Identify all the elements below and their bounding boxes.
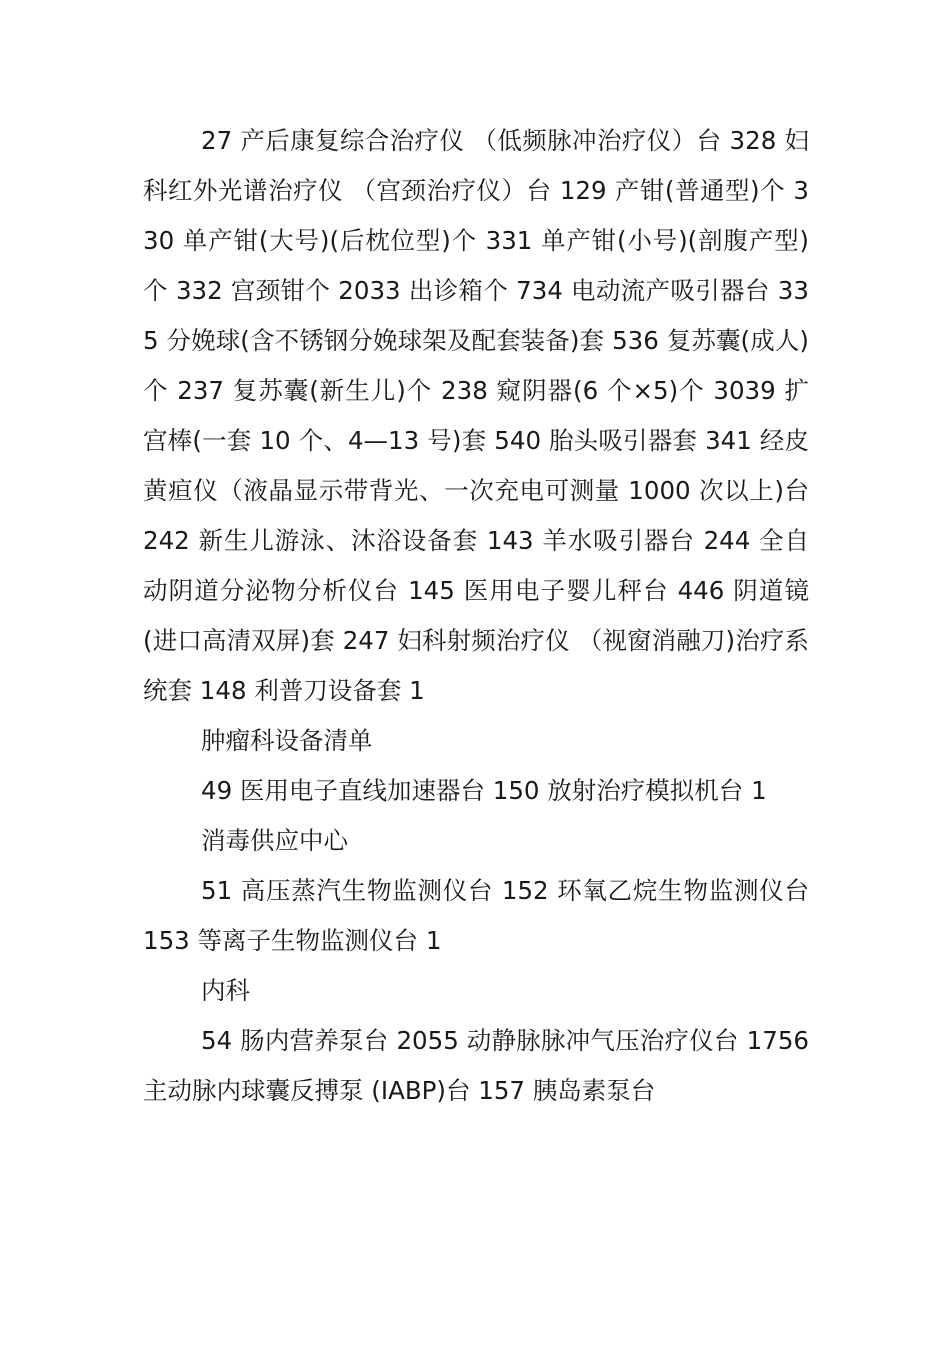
internal-medicine-equipment-paragraph: 54 肠内营养泵台 2055 动静脉脉冲气压治疗仪台 1756 主动脉内球囊反搏泵 (IABP)台 157 胰岛素泵台 <box>143 1026 809 1105</box>
document-body <box>143 116 809 1116</box>
section-heading-sterilization: 消毒供应中心 <box>201 826 348 855</box>
section-heading-oncology: 肿瘤科设备清单 <box>201 726 373 755</box>
oncology-equipment-paragraph: 49 医用电子直线加速器台 150 放射治疗模拟机台 1 <box>201 776 767 805</box>
equipment-list-paragraph: 27 产后康复综合治疗仪 （低频脉冲治疗仪）台 328 妇科红外光谱治疗仪 （宫颈治疗仪）台 129 产钳(普通型)个 330 单产钳(大号)(后枕位型)个 331 单产钳(小号)(剖腹产型)个 332 宫颈钳个 2033 出诊箱个 734 电动流产吸引器台 335 分娩球(含不锈钢分娩球架及配套装备)套 536 复苏囊(成人)个 237 复苏囊(新生儿)个 238 窥阴器(6 个×5)个 3039 扩宫棒(一套 10 个、4—13 号)套 540 胎头吸引器套 341 经皮黄疸仪（液晶显示带背光、一次充电可测量 1000 次以上)台 242 新生儿游泳、沐浴设备套 143 羊水吸引器台 244 全自动阴道分泌物分析仪台 145 医用电子婴儿秤台 446 阴道镜(进口高清双屏)套 247 妇科射频治疗仪 （视窗消融刀)治疗系统套 148 利普刀设备套 1 <box>143 126 809 705</box>
section-heading-internal-medicine: 内科 <box>201 976 250 1005</box>
sterilization-equipment-paragraph: 51 高压蒸汽生物监测仪台 152 环氧乙烷生物监测仪台 153 等离子生物监测仪台 1 <box>143 876 809 955</box>
